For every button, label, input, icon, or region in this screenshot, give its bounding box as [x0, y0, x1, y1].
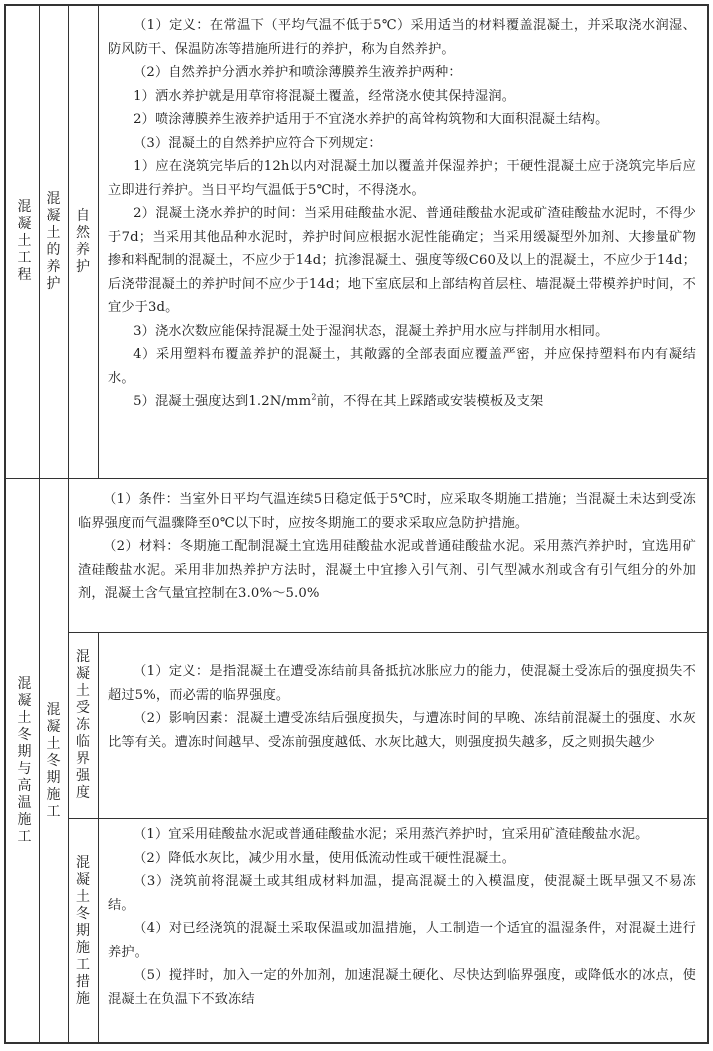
paragraph: （2）自然养护分洒水养护和喷涂薄膜养生液养护两种：	[133, 65, 462, 80]
critical-strength-content	[108, 660, 696, 754]
category-text: 混 凝 土 工 程	[17, 199, 32, 283]
paragraph-text: 5）混凝土强度达到1.2N/mm	[133, 394, 312, 409]
paragraph: 2）混凝土浇水养护的时间：当采用硅酸盐水泥、普通硅酸盐水泥或矿渣硅酸盐水泥时，不得少于7d；当采用其他品种水泥时，养护时间应根据水泥性能确定；当采用缓凝型外加剂、大掺量矿物掺和料配制的混凝土，不应少于14d；抗渗混凝土、强度等级C60及以上的混凝土，不应少于14d；后浇带混凝土的养护时间不应少于14d；地下室底层和上部结构首层柱、墙混凝土带模养护时间，不宜少于3d。	[108, 206, 696, 315]
paragraph: （1）条件：当室外日平均气温连续5日稳定低于5℃时，应采取冬期施工措施；当混凝土未达到受冻临界强度而气温骤降至0℃以下时，应按冬期施工的要求采取应急防护措施。	[78, 492, 696, 531]
paragraph: （3）浇筑前将混凝土或其组成材料加温，提高混凝土的入模温度，使混凝土既早强又不易冻结。	[108, 874, 696, 913]
subcategory-text: 混 凝 土 的 养 护	[46, 190, 61, 292]
critical-strength-text: 混 凝 土 受 冻 临 界 强 度	[76, 648, 90, 801]
paragraph: （2）材料：冬期施工配制混凝土宜选用硅酸盐水泥或普通硅酸盐水泥。采用蒸汽养护时，宜选用矿渣硅酸盐水泥。采用非加热养护方法时，混凝土中宜掺入引气剂、引气型减水剂或含有引气组分的外加剂，混凝土含气量宜控制在3.0%～5.0%	[78, 539, 696, 601]
winter-measures-label	[68, 818, 98, 1044]
category-label	[10, 5, 39, 478]
superscript: 2	[311, 392, 317, 402]
winter-measures-text: 混 凝 土 冬 期 施 工 措 施	[76, 854, 90, 1007]
method-text: 自 然 养 护	[76, 207, 90, 275]
category-text: 混 凝 土 冬 期 与 高 温 施 工	[17, 676, 32, 845]
paragraph: （4）对已经浇筑的混凝土采取保温或加温措施，人工制造一个适宜的温湿条件，对混凝土进行养护。	[108, 921, 696, 960]
paragraph: （5）搅拌时，加入一定的外加剂，加速混凝土硬化、尽快达到临界强度，或降低水的冰点，使混凝土在负温下不致冻结	[108, 968, 696, 1007]
paragraph: （2）降低水灰比，减少用水量，使用低流动性或干硬性混凝土。	[133, 850, 516, 866]
paragraph: 1）洒水养护就是用草帘将混凝土覆盖，经常浇水使其保持湿润。	[133, 88, 516, 104]
paragraph: （2）影响因素：混凝土遭受冻结后强度损失，与遭冻时间的早晚、冻结前混凝土的强度、水灰比等有关。遭冻时间越早、受冻前强度越低、水灰比越大，则强度损失越多，反之则损失越少	[108, 711, 696, 750]
paragraph-text: 前，不得在其上踩踏或安装模板及支架	[316, 394, 544, 409]
section-divider	[5, 478, 709, 479]
paragraph: （1）定义：在常温下（平均气温不低于5℃）采用适当的材料覆盖混凝土，并采取浇水润湿、防风防干、保温防冻等措施所进行的养护，称为自然养护。	[108, 18, 696, 57]
paragraph: （3）混凝土的自然养护应符合下列规定：	[133, 135, 382, 151]
col-divider-3a	[98, 5, 99, 478]
paragraph: 4）采用塑料布覆盖养护的混凝土，其敞露的全部表面应覆盖严密，并应保持塑料布内有凝结水。	[108, 347, 696, 386]
winter-general-content	[78, 488, 696, 606]
subsection-divider-1	[68, 632, 709, 633]
subcategory-text: 混 凝 土 冬 期 施 工	[46, 701, 61, 820]
paragraph: （1）宜采用硅酸盐水泥或普通硅酸盐水泥；采用蒸汽养护时，宜采用矿渣硅酸盐水泥。	[133, 827, 649, 842]
natural-curing-content	[108, 14, 696, 414]
paragraph	[108, 390, 696, 414]
col-divider-3b	[98, 632, 99, 1044]
critical-strength-label	[68, 632, 98, 818]
winter-measures-content	[108, 823, 696, 1011]
paragraph: 3）浇水次数应能保持混凝土处于湿润状态，混凝土养护用水应与拌制用水相同。	[133, 323, 609, 339]
paragraph: （1）定义：是指混凝土在遭受冻结前具备抵抗冰胀应力的能力，使混凝土受冻后的强度损失不超过5%，而必需的临界强度。	[108, 664, 696, 703]
paragraph: 2）喷涂薄膜养生液养护适用于不宜浇水养护的高耸构筑物和大面积混凝土结构。	[133, 112, 609, 127]
subcategory-label	[39, 478, 68, 1044]
subsection-divider-2	[68, 818, 709, 819]
category-label	[10, 478, 39, 1044]
subcategory-label	[39, 5, 68, 478]
paragraph: 1）应在浇筑完毕后的12h以内对混凝土加以覆盖并保湿养护；干硬性混凝土应于浇筑完毕后应立即进行养护。当日平均气温低于5℃时，不得浇水。	[108, 159, 696, 198]
method-label	[68, 5, 98, 478]
